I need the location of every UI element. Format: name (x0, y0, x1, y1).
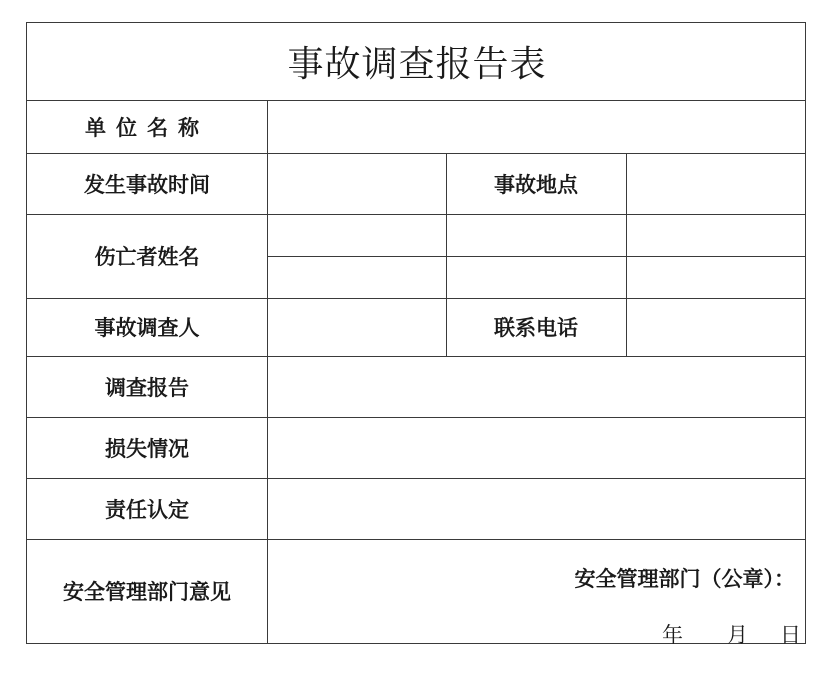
label-responsibility: 责任认定 (105, 497, 189, 522)
investigation-report-field[interactable] (268, 357, 805, 417)
seal-label: 安全管理部门（公章）： (574, 567, 795, 591)
label-unit-name: 单位名称 (85, 115, 209, 140)
label-accident-time: 发生事故时间 (84, 172, 210, 197)
unit-name-field[interactable] (268, 101, 805, 153)
label-casualty-names: 伤亡者姓名 (94, 245, 200, 269)
date-year: 年 (662, 623, 683, 647)
accident-report-form (26, 22, 806, 647)
accident-location-field[interactable] (627, 154, 805, 214)
label-safety-dept-opinion: 安全管理部门意见 (63, 580, 231, 604)
date-month: 月 (727, 623, 748, 647)
label-loss-situation: 损失情况 (105, 436, 189, 461)
contact-phone-field[interactable] (627, 299, 805, 356)
label-investigator: 事故调查人 (94, 316, 200, 340)
label-investigation-report: 调查报告 (105, 375, 189, 400)
loss-situation-field[interactable] (268, 418, 805, 478)
investigator-field[interactable] (268, 299, 446, 356)
label-accident-location: 事故地点 (494, 172, 578, 197)
accident-time-field[interactable] (268, 154, 446, 214)
casualty-names-field[interactable] (268, 215, 805, 298)
label-contact-phone: 联系电话 (494, 316, 578, 340)
date-day: 日 (780, 623, 801, 647)
form-title: 事故调查报告表 (287, 44, 547, 85)
responsibility-field[interactable] (268, 479, 805, 539)
